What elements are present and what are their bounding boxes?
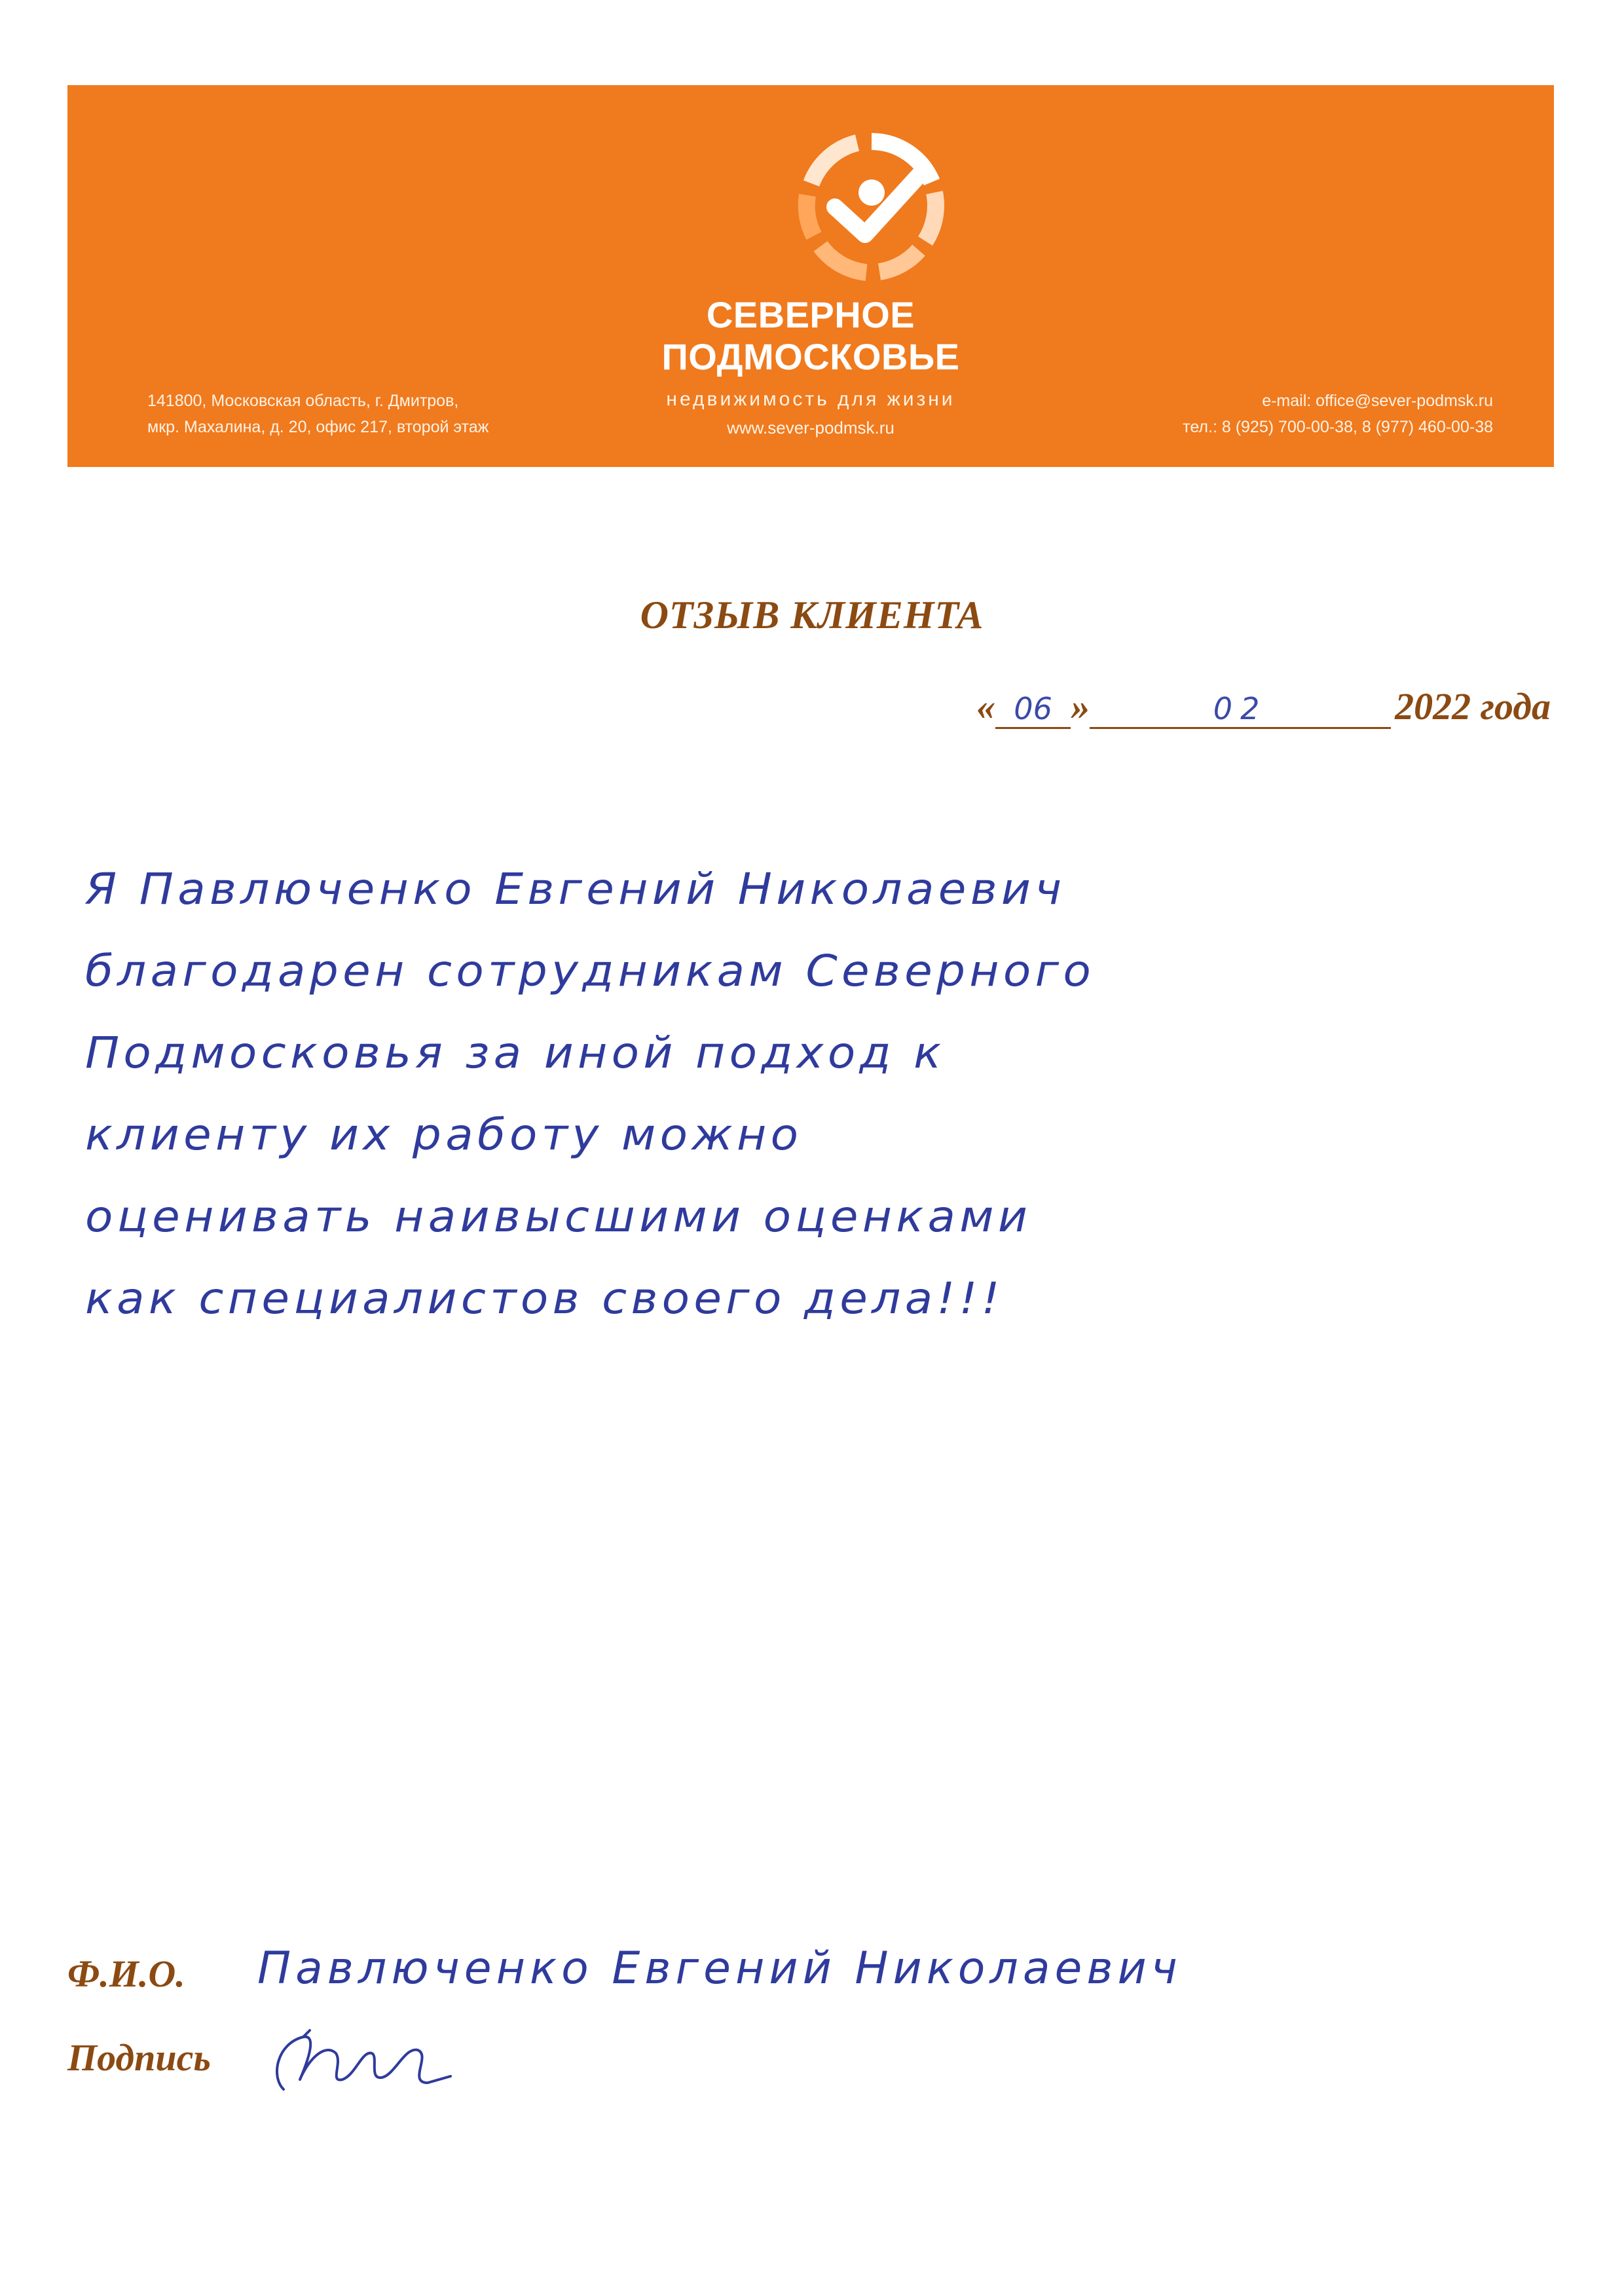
review-line: клиенту их работу можно bbox=[85, 1110, 803, 1160]
address-line: мкр. Махалина, д. 20, офис 217, второй этаж bbox=[147, 418, 489, 436]
document-title: ОТЗЫВ КЛИЕНТА bbox=[640, 593, 984, 637]
phone-text: тел.: 8 (925) 700-00-38, 8 (977) 460-00-38 bbox=[1183, 418, 1493, 436]
date-close-quote: » bbox=[1071, 685, 1090, 728]
email-text[interactable]: e-mail: office@sever-podmsk.ru bbox=[1262, 392, 1493, 410]
review-text bbox=[85, 848, 1500, 1339]
date-month-field: 02 bbox=[1090, 690, 1391, 729]
company-address bbox=[147, 388, 489, 440]
review-line: Подмосковья за иной подход к bbox=[85, 1028, 946, 1078]
brand-tagline: недвижимость для жизни bbox=[666, 388, 955, 410]
document-date bbox=[976, 684, 1551, 729]
website-link[interactable]: www.sever-podmsk.ru bbox=[727, 418, 895, 438]
review-line: как специалистов своего дела!!! bbox=[85, 1273, 1004, 1324]
brand-name-line1: СЕВЕРНОЕ bbox=[706, 294, 915, 335]
review-line: Я Павлюченко Евгений Николаевич bbox=[85, 864, 1066, 914]
company-contacts bbox=[1183, 388, 1493, 440]
signature-block bbox=[67, 1939, 1508, 2135]
brand-name-line2: ПОДМОСКОВЬЕ bbox=[661, 336, 960, 377]
review-line: благодарен сотрудникам Северного bbox=[85, 946, 1096, 996]
date-open-quote: « bbox=[976, 685, 996, 728]
date-year: 2022 года bbox=[1395, 685, 1551, 728]
fio-value: Павлюченко Евгений Николаевич bbox=[257, 1943, 1182, 1994]
date-day-field: 06 bbox=[995, 690, 1071, 729]
fio-label: Ф.И.О. bbox=[67, 1952, 185, 1995]
review-line: оценивать наивысшими оценками bbox=[85, 1191, 1032, 1242]
signature-label: Подпись bbox=[67, 2036, 211, 2079]
letterhead-banner bbox=[67, 85, 1554, 467]
handwritten-signature bbox=[264, 2017, 460, 2109]
address-line: 141800, Московская область, г. Дмитров, bbox=[147, 392, 459, 410]
check-circle-logo-icon bbox=[794, 130, 949, 284]
